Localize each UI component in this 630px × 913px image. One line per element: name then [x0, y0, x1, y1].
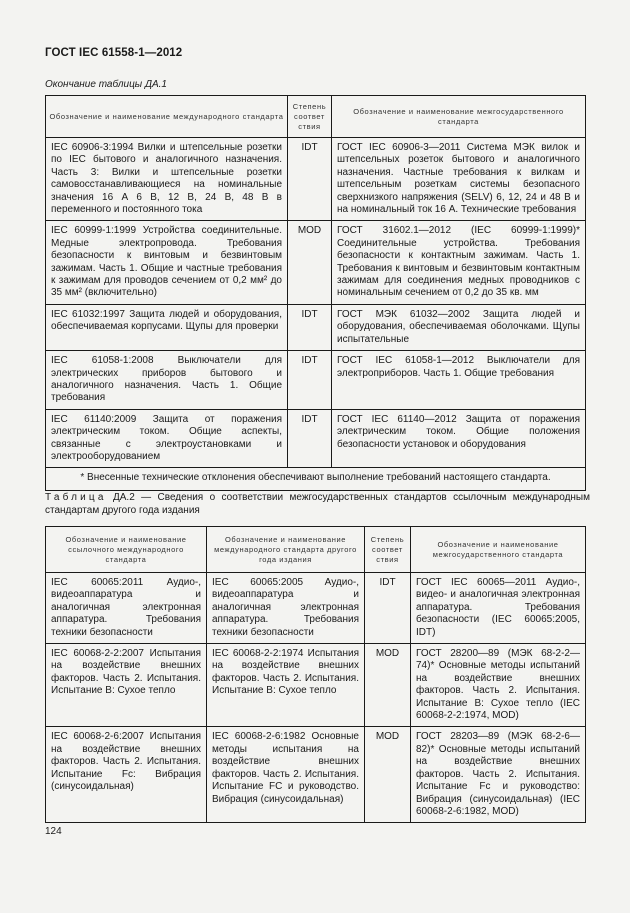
degree-cell: MOD [365, 644, 411, 727]
intl-standard-cell: IEC 60906-3:1994 Вилки и штепсельные розетки по IEC бытового и аналогичного назначения. Часть 3: Вилки и штепсельные розетки самовосстанавливающиеся на номинальные значения 16 А 6 В, 12 В, 24 В, 48 В в переменного и постоянного тока [46, 138, 288, 221]
degree-cell: IDT [288, 138, 332, 221]
other-year-standard-cell: IEC 60068-2-2:1974 Испытания на воздействие внешних факторов. Часть 2. Испытания. Испытание В: Сухое тепло [207, 644, 365, 727]
page-number: 124 [45, 826, 62, 837]
table-row [46, 409, 586, 468]
table-da2 [45, 526, 586, 823]
gost-standard-cell: ГОСТ IEC 60906-3—2011 Система МЭК вилок и штепсельных розеток бытового и аналогичного назначения. Частные требования к вилкам и штепсельным розеткам системы безопасного сверхнизкого напряжения (SELV) 6, 12, 24 и 48 В и на номинальный ток 16 А. Технические требования [332, 138, 586, 221]
intl-standard-cell: IEC 61140:2009 Защита от поражения электрическим током. Общие аспекты, связанные с электроустановками и электрооборудованием [46, 409, 288, 468]
column-header: Степень соответ ствия [288, 96, 332, 138]
degree-cell: MOD [365, 727, 411, 823]
column-header: Обозначение и наименование ссылочного международного стандарта [46, 527, 207, 573]
gost-standard-cell: ГОСТ 28203—89 (МЭК 68-2-6—82)* Основные методы испытаний на воздействие внешних факторов. Часть 2. Испытания. Испытание Fc и руководство: Вибрация (синусоидальная) (IEC 60068-2-6:1982, MOD) [411, 727, 586, 823]
gost-standard-cell: ГОСТ IEC 61140—2012 Защита от поражения электрическим током. Общие положения безопасности установок и оборудования [332, 409, 586, 468]
column-header: Обозначение и наименование межгосударственного стандарта [332, 96, 586, 138]
other-year-standard-cell: IEC 60068-2-6:1982 Основные методы испытания на воздействие внешних факторов. Часть 2. Испытания. Испытание FC и руководство. Вибрация (синусоидальная) [207, 727, 365, 823]
intl-standard-cell: IEC 60999-1:1999 Устройства соединительные. Медные электропровода. Требования безопасности к винтовым и безвинтовым зажимам. Часть 1. Общие и частные требования к зажимам для проводов сечением от 0,2 мм² до 35 мм² (включительно) [46, 221, 288, 304]
ref-standard-cell: IEC 60068-2-2:2007 Испытания на воздействие внешних факторов. Часть 2. Испытания. Испытание В: Сухое тепло [46, 644, 207, 727]
table-row [46, 351, 586, 410]
standard-header: ГОСТ IEC 61558-1—2012 [45, 47, 183, 59]
column-header: Обозначение и наименование межгосударственного стандарта [411, 527, 586, 573]
gost-standard-cell: ГОСТ IEC 61058-1—2012 Выключатели для электроприборов. Часть 1. Общие требования [332, 351, 586, 410]
column-header: Обозначение и наименование международного стандарта другого года издания [207, 527, 365, 573]
table1-caption: Окончание таблицы ДА.1 [45, 79, 167, 90]
degree-cell: MOD [288, 221, 332, 304]
gost-standard-cell: ГОСТ IEC 60065—2011 Аудио-, видео- и аналогичная электронная аппаратура. Требования безопасности (IEC 60065:2005, IDT) [411, 573, 586, 644]
table-row [46, 644, 586, 727]
gost-standard-cell: ГОСТ 31602.1—2012 (IEC 60999-1:1999)* Соединительные устройства. Требования безопасности к контактным зажимам. Часть 1. Требования к винтовым и безвинтовым контактным зажимам для соединения медных проводников с номинальным сечением от 0,2 до 35 кв. мм [332, 221, 586, 304]
degree-cell: IDT [288, 351, 332, 410]
ref-standard-cell: IEC 60068-2-6:2007 Испытания на воздействие внешних факторов. Часть 2. Испытания. Испытание Fc: Вибрация (синусоидальная) [46, 727, 207, 823]
table-row [46, 138, 586, 221]
table-header-row [46, 527, 586, 573]
table-da1 [45, 95, 586, 491]
gost-standard-cell: ГОСТ МЭК 61032—2002 Защита людей и оборудования, обеспечиваемая оболочками. Щупы испытательные [332, 304, 586, 350]
table-row [46, 221, 586, 304]
degree-cell: IDT [288, 304, 332, 350]
table-row [46, 573, 586, 644]
degree-cell: IDT [288, 409, 332, 468]
intl-standard-cell: IEC 61032:1997 Защита людей и оборудования, обеспечиваемая корпусами. Щупы для проверки [46, 304, 288, 350]
table2-caption [45, 491, 590, 517]
table-row [46, 304, 586, 350]
table-header-row [46, 96, 586, 138]
column-header: Степень соответ ствия [365, 527, 411, 573]
table2-caption-prefix: Таблица [45, 492, 107, 503]
column-header: Обозначение и наименование международного стандарта [46, 96, 288, 138]
footnote-row [46, 468, 586, 490]
table2-caption-text: ДА.2 — Сведения о соответствии межгосударственных стандартов ссылочным международным стандартам другого года издания [45, 492, 590, 516]
footnote-cell: * Внесенные технические отклонения обеспечивают выполнение требований настоящего стандарта. [46, 468, 586, 490]
intl-standard-cell: IEC 61058-1:2008 Выключатели для электрических приборов бытового и аналогичного назначения. Часть 1. Общие требования [46, 351, 288, 410]
other-year-standard-cell: IEC 60065:2005 Аудио-, видеоаппаратура и аналогичная электронная аппаратура. Требования техники безопасности [207, 573, 365, 644]
table-row [46, 727, 586, 823]
gost-standard-cell: ГОСТ 28200—89 (МЭК 68-2-2—74)* Основные методы испытаний на воздействие внешних факторов. Часть 2. Испытания. Испытание В: Сухое тепло (IEC 60068-2-2:1974, MOD) [411, 644, 586, 727]
degree-cell: IDT [365, 573, 411, 644]
ref-standard-cell: IEC 60065:2011 Аудио-, видеоаппаратура и аналогичная электронная аппаратура. Требования техники безопасности [46, 573, 207, 644]
